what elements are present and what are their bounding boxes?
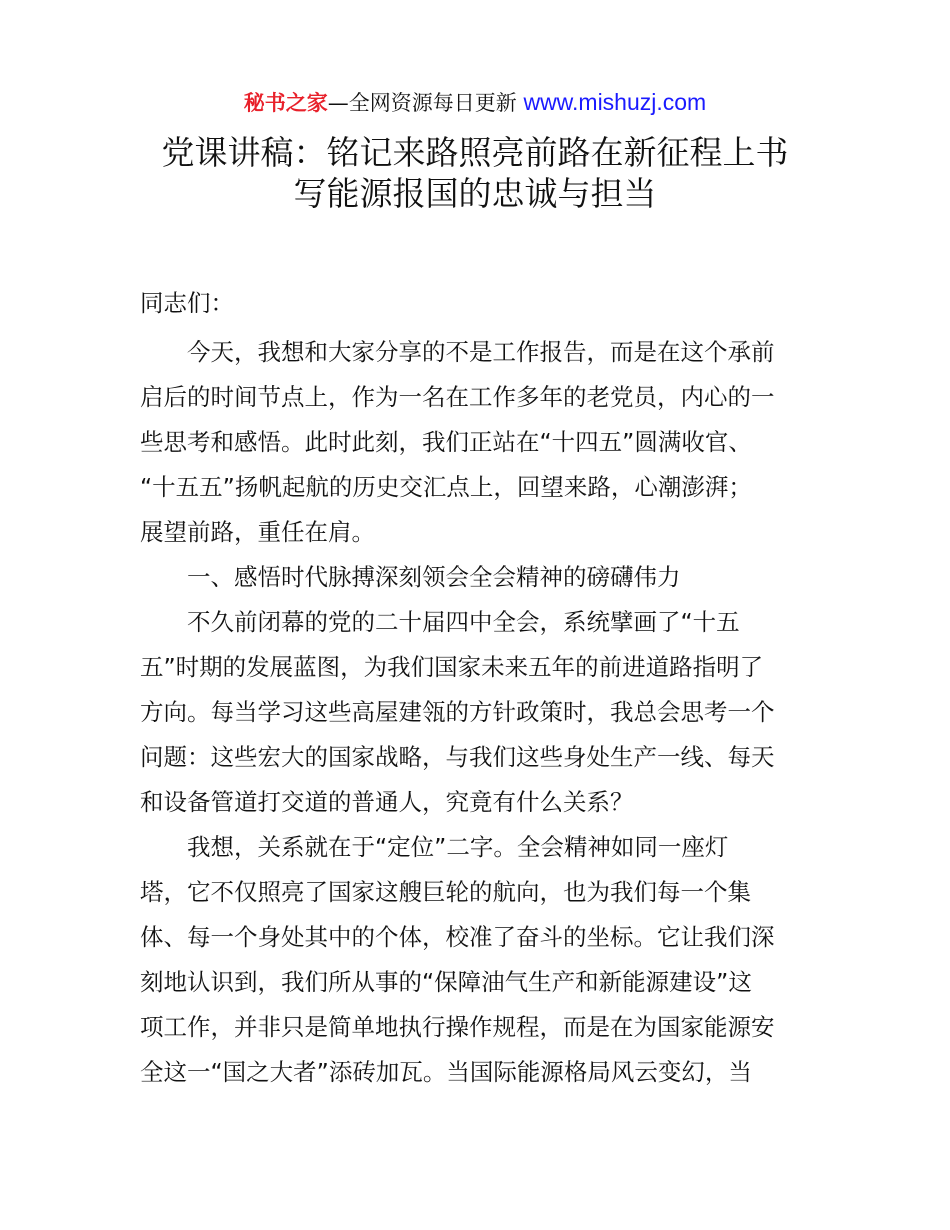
site-url[interactable]: www.mishuzj.com	[523, 89, 707, 115]
text-line: 和设备管道打交道的普通人，究竟有什么关系？	[140, 788, 634, 816]
text-line: 一、感悟时代脉搏深刻领会全会精神的磅礴伟力	[187, 563, 681, 591]
salutation	[140, 281, 820, 326]
text-line: 些思考和感悟。此时此刻，我们正站在“十四五”圆满收官、	[140, 428, 752, 456]
text-line: 今天，我想和大家分享的不是工作报告，而是在这个承前	[187, 338, 775, 366]
text-line: 刻地认识到，我们所从事的“保障油气生产和新能源建设”这	[140, 968, 752, 996]
text-line: 我想，关系就在于“定位”二字。全会精神如同一座灯	[187, 833, 729, 861]
text-line: 五”时期的发展蓝图，为我们国家未来五年的前进道路指明了	[140, 653, 764, 681]
salutation-text: 同志们：	[140, 289, 234, 317]
title-line: 党课讲稿：铭记来路照亮前路在新征程上书	[161, 133, 789, 172]
text-line: 体、每一个身处其中的个体，校准了奋斗的坐标。它让我们深	[140, 923, 775, 951]
document-title	[0, 132, 950, 214]
paragraph	[140, 600, 820, 825]
text-line: 全这一“国之大者”添砖加瓦。当国际能源格局风云变幻，当	[140, 1058, 752, 1086]
document-body	[140, 330, 820, 1095]
paragraph	[140, 825, 820, 1095]
title-line: 写能源报国的忠诚与担当	[293, 174, 657, 213]
text-line: 启后的时间节点上，作为一名在工作多年的老党员，内心的一	[140, 383, 775, 411]
site-header	[0, 86, 950, 119]
text-line: 塔，它不仅照亮了国家这艘巨轮的航向，也为我们每一个集	[140, 878, 751, 906]
text-line: 问题：这些宏大的国家战略，与我们这些身处生产一线、每天	[140, 743, 775, 771]
brand-name: 秘书之家	[243, 91, 328, 115]
paragraph	[140, 330, 820, 555]
text-line: 展望前路，重任在肩。	[140, 518, 375, 546]
text-line: 方向。每当学习这些高屋建瓴的方针政策时，我总会思考一个	[140, 698, 775, 726]
text-line: 项工作，并非只是简单地执行操作规程，而是在为国家能源安	[140, 1013, 775, 1041]
header-tagline: —全网资源每日更新	[327, 91, 524, 115]
section-heading	[140, 555, 820, 600]
text-line: 不久前闭幕的党的二十届四中全会，系统擘画了“十五	[187, 608, 740, 636]
text-line: “十五五”扬帆起航的历史交汇点上，回望来路，心潮澎湃；	[140, 473, 752, 501]
